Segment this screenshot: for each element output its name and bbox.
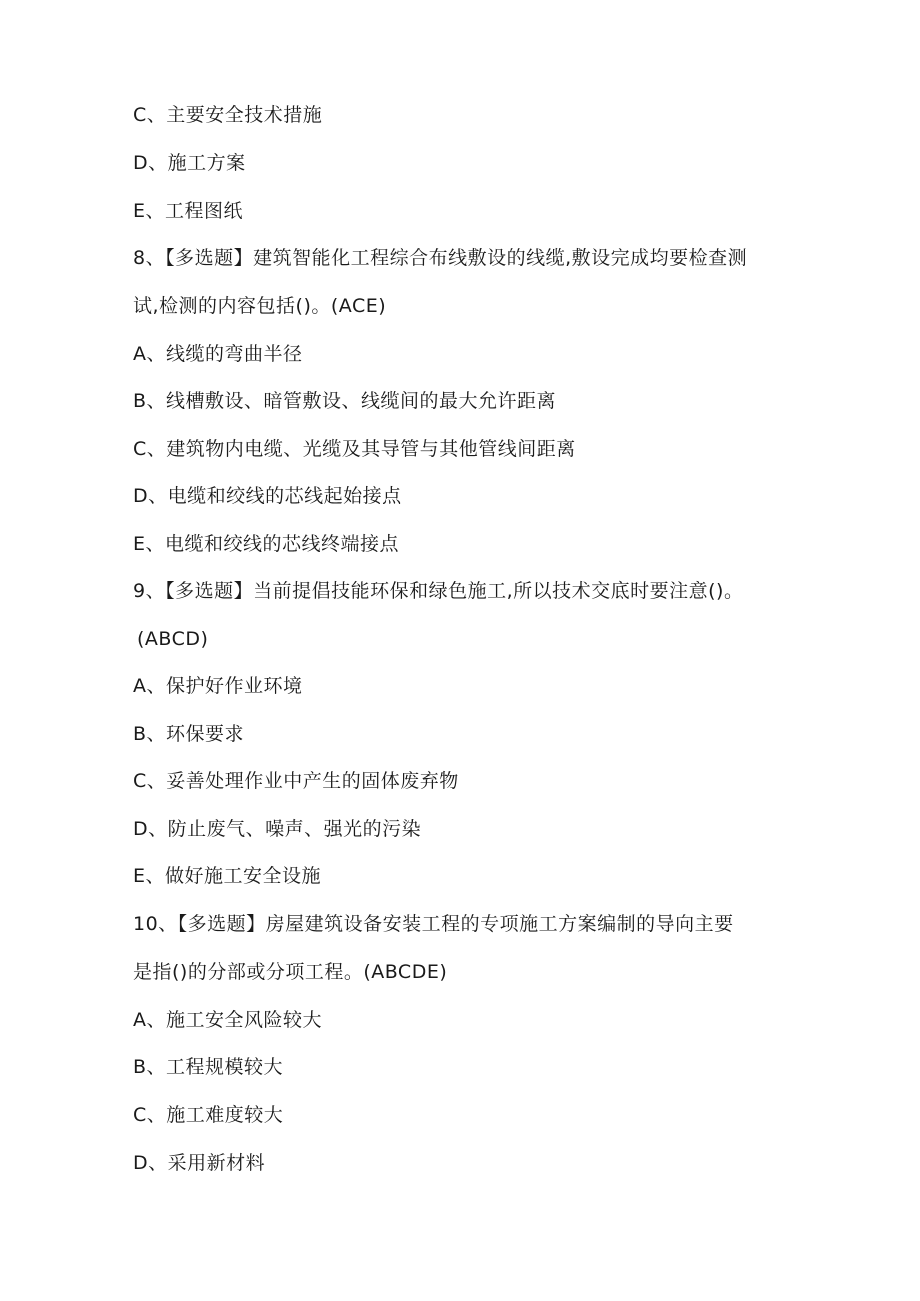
option-c-q10: C、施工难度较大: [133, 1104, 284, 1126]
option-a-q8: A、线缆的弯曲半径: [133, 343, 303, 365]
question-9-line-1: 9、【多选题】当前提倡技能环保和绿色施工,所以技术交底时要注意()。: [133, 580, 744, 602]
option-d-q8: D、电缆和绞线的芯线起始接点: [133, 485, 402, 507]
option-c-q7: C、主要安全技术措施: [133, 104, 323, 126]
option-d-q7: D、施工方案: [133, 152, 246, 174]
option-b-q8: B、线槽敷设、暗管敷设、线缆间的最大允许距离: [133, 390, 557, 412]
question-10-line-1: 10、【多选题】房屋建筑设备安装工程的专项施工方案编制的导向主要: [133, 913, 734, 935]
option-e-q8: E、电缆和绞线的芯线终端接点: [133, 533, 400, 555]
question-8-line-1: 8、【多选题】建筑智能化工程综合布线敷设的线缆,敷设完成均要检查测: [133, 247, 748, 269]
option-d-q10: D、采用新材料: [133, 1152, 266, 1174]
option-b-q9: B、环保要求: [133, 723, 245, 745]
question-9-line-2: (ABCD): [137, 628, 209, 650]
option-c-q8: C、建筑物内电缆、光缆及其导管与其他管线间距离: [133, 438, 576, 460]
option-e-q7: E、工程图纸: [133, 200, 244, 222]
question-8-line-2: 试,检测的内容包括()。(ACE): [133, 295, 387, 317]
option-a-q9: A、保护好作业环境: [133, 675, 303, 697]
option-c-q9: C、妥善处理作业中产生的固体废弃物: [133, 770, 459, 792]
option-b-q10: B、工程规模较大: [133, 1056, 284, 1078]
question-10-line-2: 是指()的分部或分项工程。(ABCDE): [133, 961, 448, 983]
option-a-q10: A、施工安全风险较大: [133, 1009, 322, 1031]
option-e-q9: E、做好施工安全设施: [133, 865, 322, 887]
option-d-q9: D、防止废气、噪声、强光的污染: [133, 818, 422, 840]
